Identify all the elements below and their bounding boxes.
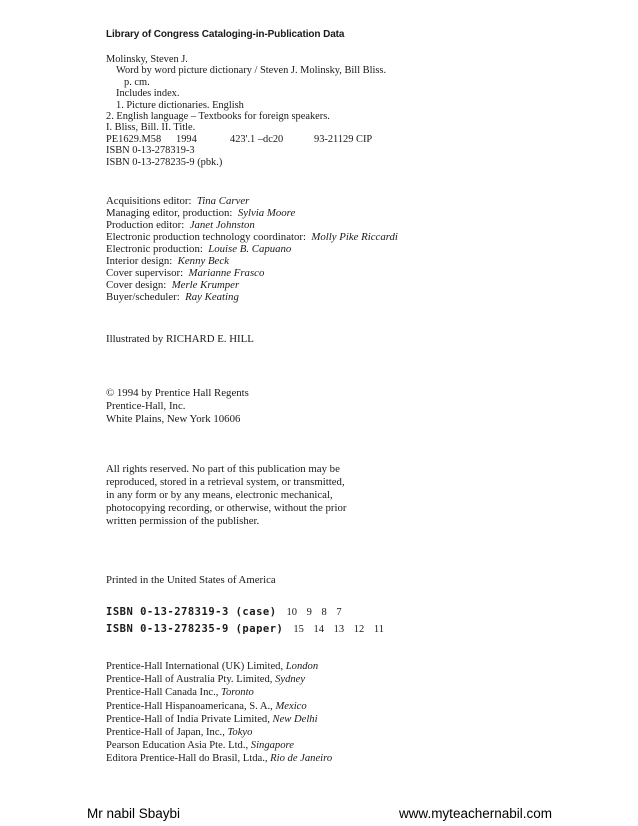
publisher-company: Pearson Education Asia Pte. Ltd., [106,740,249,752]
publisher-city: Mexico [275,700,307,712]
cip-dewey: 423'.1 –dc20 [230,133,284,145]
credit-role: Buyer/scheduler: [106,291,180,303]
footer-website: www.myteachernabil.com [398,806,552,821]
isbn-row-case [106,604,384,621]
credit-line [106,243,398,255]
cip-lccn: 93-21129 CIP [314,133,373,145]
credit-line [106,267,398,279]
isbn-row-paper [106,621,384,638]
publisher-city: London [285,661,319,672]
credit-name: Marianne Frasco [188,267,265,279]
cip-subject-2: 2. English language – Textbooks for foreign speakers. [106,111,330,123]
credit-role: Electronic production: [106,243,203,255]
credit-name: Molly Pike Riccardi [311,231,398,243]
publisher-city: Sydney [275,674,306,686]
publisher-line [106,752,332,765]
credit-name: Janet Johnston [189,219,255,231]
credit-role: Production editor: [106,219,185,231]
footer-author: Mr nabil Sbaybi [87,806,181,821]
cip-title: Word by word picture dictionary / Steven J. Molinsky, Bill Bliss. [116,65,387,77]
cip-heading: Library of Congress Cataloging-in-Publication Data [106,29,345,40]
illustrator-credit: Illustrated by RICHARD E. HILL [106,333,254,345]
publisher-company: Prentice-Hall of Japan, Inc., [106,727,225,739]
publisher-company: Prentice-Hall of India Private Limited, [106,713,270,725]
credit-line [106,231,398,243]
publisher-name: Prentice-Hall, Inc. [106,400,186,412]
publisher-line [106,700,332,713]
production-credits [106,195,398,303]
credit-role: Cover design: [106,279,167,291]
cip-record [106,54,566,168]
international-publishers [106,660,332,766]
publisher-line [106,673,332,686]
publisher-city: Tokyo [227,727,253,739]
publisher-address: White Plains, New York 10606 [106,413,241,425]
credit-role: Acquisitions editor: [106,195,192,207]
copyright-notice [106,387,249,426]
credit-line [106,195,398,207]
cip-isbn-1: ISBN 0-13-278319-3 [106,145,195,157]
rights-line: in any form or by any means, electronic mechanical, [106,489,333,501]
copyright-line: © 1994 by Prentice Hall Regents [106,387,249,399]
isbn-printing-block [106,604,384,638]
credit-role: Interior design: [106,255,173,267]
publisher-company: Editora Prentice-Hall do Brasil, Ltda., [106,753,268,765]
cip-classification [106,134,566,145]
credit-line [106,219,398,231]
publisher-city: New Delhi [272,713,318,725]
rights-line: photocopying recording, or otherwise, without the prior [106,502,347,514]
credit-name: Kenny Beck [177,255,229,267]
rights-line: reproduced, stored in a retrieval system, or transmitted, [106,476,345,488]
credit-name: Sylvia Moore [237,207,296,219]
rights-line: All rights reserved. No part of this publication may be [106,463,340,475]
publisher-company: Prentice-Hall International (UK) Limited, [106,661,284,672]
credit-line [106,291,398,303]
cip-added-entries: I. Bliss, Bill. II. Title. [106,122,196,134]
printing-numbers: 15 14 13 12 11 [293,624,384,635]
publisher-city: Toronto [221,687,254,699]
publisher-line [106,739,332,752]
printing-numbers: 10 9 8 7 [286,607,342,618]
publisher-city: Singapore [250,740,294,752]
credit-role: Electronic production technology coordinator: [106,231,306,243]
publisher-line [106,726,332,739]
isbn-code: ISBN 0-13-278319-3 (case) [106,606,277,618]
credit-role: Managing editor, production: [106,207,233,219]
printed-in: Printed in the United States of America [106,574,276,586]
cip-isbn-2: ISBN 0-13-278235-9 (pbk.) [106,156,223,168]
publisher-city: Rio de Janeiro [270,753,333,765]
rights-line: written permission of the publisher. [106,515,260,527]
isbn-code: ISBN 0-13-278235-9 (paper) [106,623,284,635]
credit-role: Cover supervisor: [106,267,184,279]
publisher-line [106,660,332,673]
credit-line [106,279,398,291]
credit-name: Louise B. Capuano [208,243,292,255]
cip-pages: p. cm. [124,76,150,88]
credit-name: Tina Carver [196,195,250,207]
cip-subject-1: 1. Picture dictionaries. English [116,99,244,111]
publisher-line [106,713,332,726]
cip-includes: Includes index. [116,88,180,100]
publisher-company: Prentice-Hall of Australia Pty. Limited, [106,674,273,686]
credit-name: Merle Krumper [171,279,240,291]
rights-statement [106,463,346,528]
cip-year: 1994 [176,133,197,145]
credit-line [106,207,398,219]
cip-author: Molinsky, Steven J. [106,54,188,65]
publisher-company: Prentice-Hall Canada Inc., [106,687,219,699]
publisher-company: Prentice-Hall Hispanoamericana, S. A., [106,700,273,712]
cip-call-number: PE1629.M58 [106,133,162,145]
publisher-line [106,686,332,699]
credit-name: Ray Keating [185,291,239,303]
credit-line [106,255,398,267]
